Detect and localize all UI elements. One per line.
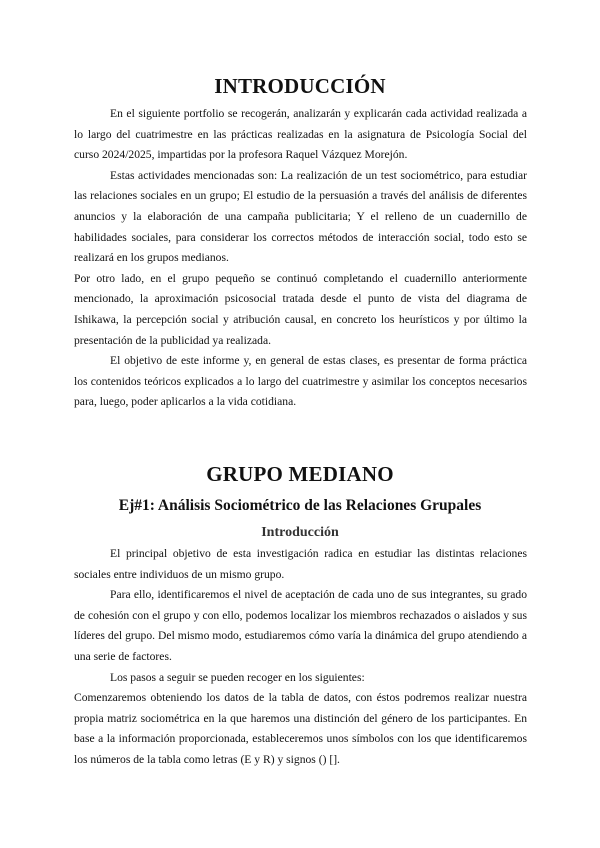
section-paragraph: Para ello, identificaremos el nivel de aceptación de cada uno de sus integrantes, su grado de cohesión con el grupo y con ello, podemos localizar los miembros rechazados o aislados y sus líderes del grupo. Del mismo modo, estudiaremos cómo varía la dinámica del grupo atendiendo a una serie de factores. — [74, 588, 527, 663]
section-paragraph: El principal objetivo de esta investigación radica en estudiar las distintas relaciones sociales entre individuos de un mismo grupo. — [74, 547, 527, 581]
subsection-title: Introducción — [261, 525, 339, 540]
intro-paragraph: Estas actividades mencionadas son: La realización de un test sociométrico, para estudiar las relaciones sociales en un grupo; El estudio de la persuasión a través del análisis de diferentes anuncios y la elaboración de una campaña publicitaria; Y el relleno de un cuadernillo de habilidades sociales, para considerar los correctos métodos de interacción social, todo esto se realizará en los grupos medianos. — [74, 168, 527, 265]
intro-paragraph: En el siguiente portfolio se recogerán, analizarán y explicarán cada actividad realizada a lo largo del cuatrimestre en las prácticas realizadas en la asignatura de Psicología Social del curso 2024/2025, impartidas por la profesora Raquel Vázquez Morejón. — [74, 107, 527, 162]
section-title: GRUPO MEDIANO — [206, 462, 394, 486]
section-body — [74, 544, 527, 771]
intro-paragraph: Por otro lado, en el grupo pequeño se continuó completando el cuadernillo anteriormente mencionado, la aproximación psicosocial tratada desde el punto de vista del diagrama de Ishikawa, la percepción social y atribución causal, en concreto los heurísticos y por último la presentación de la publicidad ya realizada. — [74, 271, 527, 347]
section-paragraph: Los pasos a seguir se pueden recoger en los siguientes: — [110, 670, 365, 684]
intro-body — [74, 104, 527, 413]
section-paragraph: Comenzaremos obteniendo los datos de la tabla de datos, con éstos podremos realizar nuestra propia matriz sociométrica en la que haremos una distinción del género de los participantes. En base a la información proporcionada, estableceremos unos símbolos con los que identificaremos los números de la tabla como letras (E y R) y signos () []. — [74, 691, 527, 766]
intro-paragraph: El objetivo de este informe y, en general de estas clases, es presentar de forma práctica los contenidos teóricos explicados a lo largo del cuatrimestre y asimilar los conceptos necesarios para, luego, poder aplicarlos a la vida cotidiana. — [74, 354, 527, 409]
exercise-title: Ej#1: Análisis Sociométrico de las Relaciones Grupales — [118, 497, 482, 514]
intro-title: INTRODUCCIÓN — [214, 74, 386, 98]
